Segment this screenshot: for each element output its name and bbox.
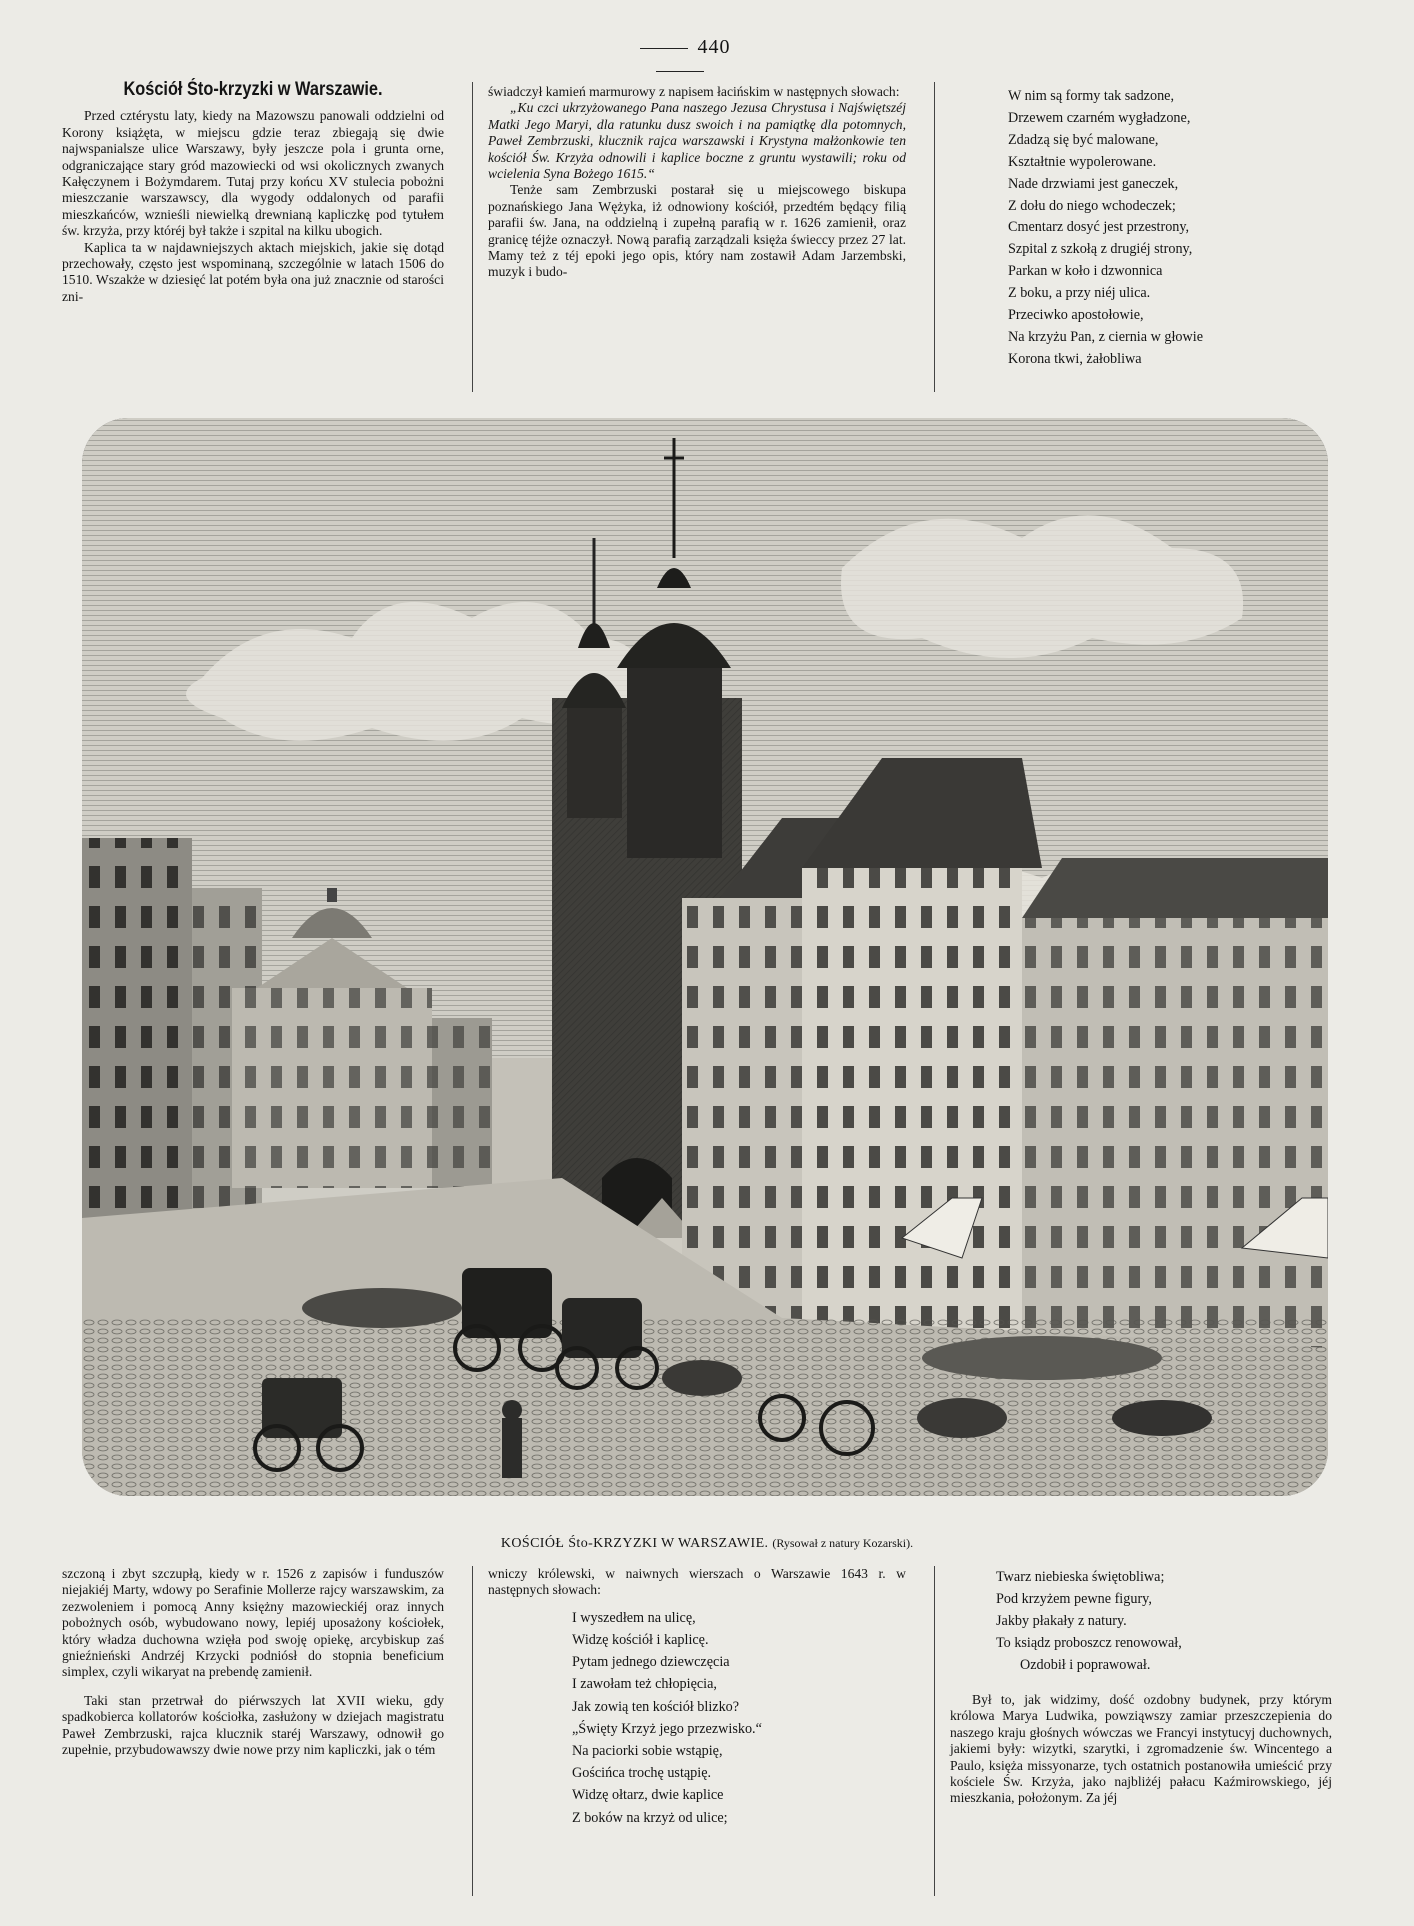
poem-line: Nade drzwiami jest ganeczek, xyxy=(1008,175,1179,192)
paragraph: wniczy królewski, w naiwnych wierszach o Warszawie 1643 r. w następnych słowach: xyxy=(488,1566,906,1598)
poem-line: Twarz niebieska świętobliwa; xyxy=(996,1569,1165,1585)
poem-line: Kształtnie wypolerowane. xyxy=(1008,153,1157,170)
poem-line: Ozdobił i poprawował. xyxy=(1020,1657,1151,1673)
poem-line: Na paciorki sobie wstąpię, xyxy=(572,1743,723,1760)
column-divider xyxy=(472,1566,473,1896)
caption-credit: (Rysował z natury Kozarski). xyxy=(772,1536,914,1550)
poem-line: I wyszedłem na ulicę, xyxy=(572,1609,696,1626)
poem-line: Pod krzyżem pewne figury, xyxy=(996,1591,1152,1607)
column-divider xyxy=(472,82,473,392)
paragraph: Kaplica ta w najdawniejszych aktach miejskich, jakie się dotąd przechowały, często jest wspominaną, szczególnie w latach 1506 do 1510. Wszakże w dziesięć lat potém była ona już znacznie od starości zni- xyxy=(62,239,444,304)
caption-title: KOŚCIÓŁ Śto-KRZYZKI W WARSZAWIE. xyxy=(500,1536,769,1551)
paragraph: Tenże sam Zembrzuski postarał się u miejscowego biskupa poznańskiego Jana Wężyka, iż odnowiony kościół, przedtém będący filią parafii św. Jana, na oddzielną i zupełną parafią w r. 1626 zamienił, oraz granicę téjże oznaczył. Nową parafią zarządzali księża świeccy przez 27 lat. Mamy też z téj epoki jego opis, który nam zostawił Adam Jarzembski, muzyk i budo- xyxy=(488,182,906,280)
poem-line: Cmentarz dosyć jest przestrony, xyxy=(1008,219,1190,236)
poem-line: W nim są formy tak sadzone, xyxy=(1008,88,1175,104)
poem-line: Zdadzą się być malowane, xyxy=(1008,131,1159,148)
paragraph: Był to, jak widzimy, dość ozdobny budynek, przy którym królowa Marya Ludwika, powziąwszy zamiar przeszczepienia do naszego kraju głośnych wówczas we Francyi instytucyj duchownych, jakiemi były: wizytki, szarytki, i zgromadzenie św. Wincentego a Paulo, księża missyonarze, tych ostatnich postanowiła umieścić przy kościele Św. Krzyża, jako najbliżéj pałacu Kaźmirowskiego, jéj mieszkania, położonym. Za jéj xyxy=(950,1692,1332,1806)
bottom-column-3 xyxy=(950,1566,1332,1807)
poem-line: Szpital z szkołą z drugiéj strony, xyxy=(1008,241,1193,258)
engraving-illustration xyxy=(82,418,1328,1496)
paragraph: szczoną i zbyt szczupłą, kiedy w r. 1526 z zapisów i funduszów niejakiéj Marty, wdowy po Serafinie Mollerze rajcy warszawskim, za zezwoleniem i pomocą Anny księżny mazowieckiéj oraz innych pobożnych osób, wybudowano nowy, lepiéj uposażony kościołek, który władza duchowna wzięła pod swoję opiekę, arcybiskup zaś gnieźnieński Andrzéj Krzycki podniósł do stopnia beneficium simplex, czyli wikaryat na prebendę zamienił. xyxy=(62,1566,444,1680)
poem-line: Na krzyżu Pan, z ciernia w głowie xyxy=(1008,328,1204,345)
paragraph: świadczył kamień marmurowy z napisem łacińskim w następnych słowach: xyxy=(488,84,900,99)
poem-line: Parkan w koło i dzwonnica xyxy=(1008,263,1163,280)
bottom-poem-continuation xyxy=(996,1566,1332,1676)
poem-line: Z dołu do niego wchodeczek; xyxy=(1008,197,1176,214)
bottom-poem xyxy=(572,1607,906,1829)
poem-line: Z boku, a przy niéj ulica. xyxy=(1008,285,1151,302)
page-number-rule-left xyxy=(640,48,688,49)
bottom-column-2 xyxy=(488,1566,906,1829)
article-title: Kościół Śto-krzyzki w Warszawie. xyxy=(123,79,383,100)
illustration-caption xyxy=(200,1536,1214,1552)
poem-line: Jak zowią ten kościół blizko? xyxy=(572,1698,740,1715)
top-column-1 xyxy=(62,79,444,305)
poem-line: I zawołam też chłopięcia, xyxy=(572,1676,717,1693)
poem-line: Drzewem czarném wygładzone, xyxy=(1008,109,1191,126)
poem-line: „Święty Krzyż jego przezwisko.“ xyxy=(572,1720,762,1737)
poem-line: Widzę kościół i kaplicę. xyxy=(572,1632,709,1649)
top-column-2 xyxy=(488,84,906,281)
top-column-3-poem xyxy=(1008,86,1328,371)
page-number xyxy=(600,36,760,82)
poem-line: Widzę ołtarz, dwie kaplice xyxy=(572,1787,724,1804)
poem-line: To ksiądz proboszcz renowował, xyxy=(996,1635,1182,1651)
bottom-column-1 xyxy=(62,1566,444,1758)
inscription-quote: „Ku czci ukrzyżowanego Pana naszego Jezusa Chrystusa i Najświętszéj Matki Jego Maryi, dla ratunku dusz swoich i na pamiątkę dla potomnych, Paweł Zembrzuski, klucznik rajca warszawski i Krystyna małżonkowie ten kościół Św. Krzyża odnowili i kaplice boczne z gruntu wystawili; roku od wcielenia Syna Bożego 1615.“ xyxy=(488,100,906,182)
poem-line: Przeciwko apostołowie, xyxy=(1008,307,1144,324)
poem-line: Korona tkwi, żałobliwa xyxy=(1008,350,1142,367)
page-number-value: 440 xyxy=(697,36,731,58)
paragraph: Taki stan przetrwał do piérwszych lat XVII wieku, gdy spadkobierca kollatorów kościołka, zasłużony w dziejach magistratu Paweł Zembrzuski, rajca klucznik staréj Warszawy, odnowił go zupełnie, przybudowawszy dwie nowe przy nim kapliczki, jak o tém xyxy=(62,1692,444,1758)
paragraph: Przed cztérystu laty, kiedy na Mazowszu panowali oddzielni od Korony książęta, w miejscu gdzie teraz zbiegają się dwie najwspanialsze ulice Warszawy, były jeszcze pola i grunta orne, odgraniczające stary gród mazowiecki od wsi okolicznych zwanych Kałęczynem i Bożymdarem. Tutaj przy końcu XV stulecia pobożni mieszczanie warszawscy, dla wygody oddalonych od parafii mieszkańców, wznieśli niewielką drewnianą kapliczkę pod tytułem św. krzyża, przy któréj był także i szpital na kilku ubogich. xyxy=(62,108,444,239)
poem-line: Jakby płakały z natury. xyxy=(996,1613,1127,1629)
poem-line: Pytam jednego dziewczęcia xyxy=(572,1654,730,1671)
page-number-rule-right xyxy=(656,71,704,72)
column-divider xyxy=(934,1566,935,1896)
poem-line: Z boków na krzyż od ulice; xyxy=(572,1809,728,1826)
poem-line: Gościńca trochę ustąpię. xyxy=(572,1765,712,1782)
column-divider xyxy=(934,82,935,392)
engraving-drawing xyxy=(82,418,1328,1496)
